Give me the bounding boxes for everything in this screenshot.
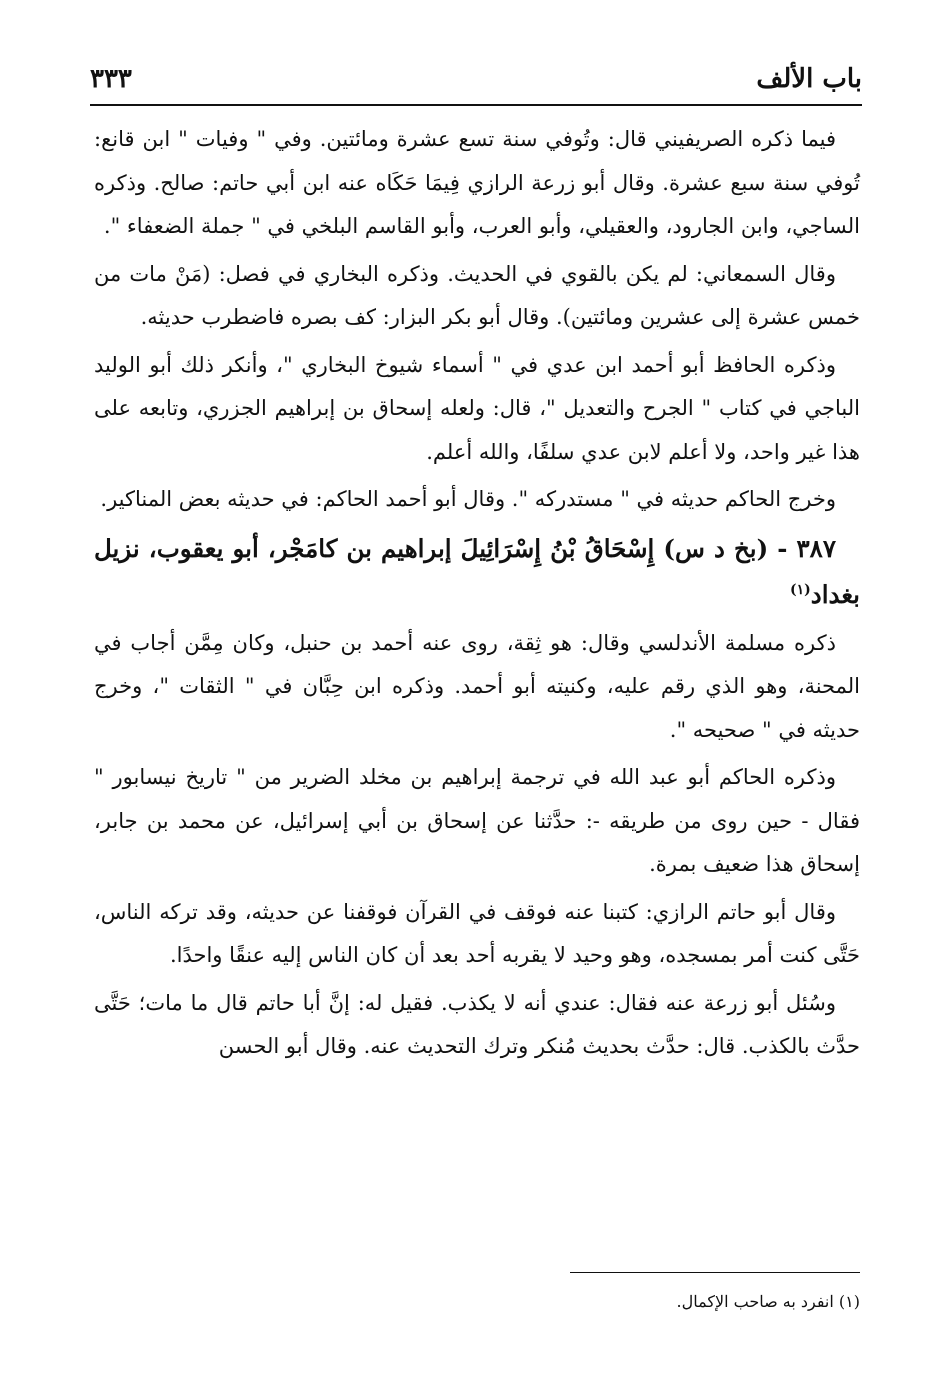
paragraph: فيما ذكره الصريفيني قال: وتُوفي سنة تسع عشرة ومائتين. وفي " وفيات " ابن قانع: تُوفي سنة سبع عشرة. وقال أبو زرعة الرازي فِيمَا حَكَاه عنه ابن أبي حاتم: صالح. وذكره الساجي، وابن الجارود، والعقيلي، وأبو العرب، وأبو القاسم البلخي في " جملة الضعفاء ".: [94, 127, 860, 238]
footnote: (١) انفرد به صاحب الإكمال.: [676, 1292, 860, 1311]
paragraph: وقال السمعاني: لم يكن بالقوي في الحديث. وذكره البخاري في فصل: (مَنْ مات من خمس عشرة إلى عشرين ومائتين). وقال أبو بكر البزار: كف بصره فاضطرب حديثه.: [94, 261, 860, 329]
page-body: [94, 118, 860, 1073]
footnote-reference: (١): [790, 581, 811, 598]
paragraph: وذكره الحاكم أبو عبد الله في ترجمة إبراهيم بن مخلد الضرير من " تاريخ نيسابور " فقال - حين روى من طريقه -: حدَّثنا عن إسحاق بن أبي إسرائيل، عن محمد بن جابر، إسحاق هذا ضعيف بمرة.: [94, 765, 860, 876]
entry-heading-text: ٣٨٧ - (بخ د س) إِسْحَاقُ بْنُ إِسْرَائِيلَ إبراهيم بن كامَجْر، أبو يعقوب، نزيل بغداد: [94, 533, 860, 609]
header-divider: [90, 104, 862, 106]
paragraph: وقال أبو حاتم الرازي: كتبنا عنه فوقف في القرآن فوقفنا عن حديثه، وقد تركه الناس، حَتَّى كنت أمر بمسجده، وهو وحيد لا يقربه أحد بعد أن كان الناس إليه عنقًا واحدًا.: [94, 899, 860, 967]
page-header: [90, 62, 862, 100]
paragraph: وخرج الحاكم حديثه في " مستدركه ". وقال أبو أحمد الحاكم: في حديثه بعض المناكير.: [100, 487, 836, 511]
paragraph: ذكره مسلمة الأندلسي وقال: هو ثِقة، روى عنه أحمد بن حنبل، وكان مِمَّن أجاب في المحنة، وهو الذي رقم عليه، وكنيته أبو أحمد. وذكره ابن حِبَّان في " الثقات "، وخرج حديثه في " صحيحه ".: [94, 630, 860, 742]
footnote-divider: [570, 1272, 860, 1273]
header-title: باب الألف: [756, 64, 862, 94]
paragraph: وذكره الحافظ أبو أحمد ابن عدي في " أسماء شيوخ البخاري "، وأنكر ذلك أبو الوليد الباجي في كتاب " الجرح والتعديل "، قال: ولعله إسحاق بن إبراهيم الجزري، وتابعه على هذا غير واحد، ولا أعلم لابن عدي سلفًا، والله أعلم.: [94, 352, 860, 464]
page-number: ٣٣٣: [90, 64, 132, 94]
paragraph: وسُئل أبو زرعة عنه فقال: عندي أنه لا يكذب. فقيل له: إنَّ أبا حاتم قال ما مات؛ حَتَّى حدَّث بالكذب. قال: حدَّث بحديث مُنكر وترك التحديث عنه. وقال أبو الحسن: [94, 990, 860, 1058]
entry-heading: [94, 526, 860, 618]
